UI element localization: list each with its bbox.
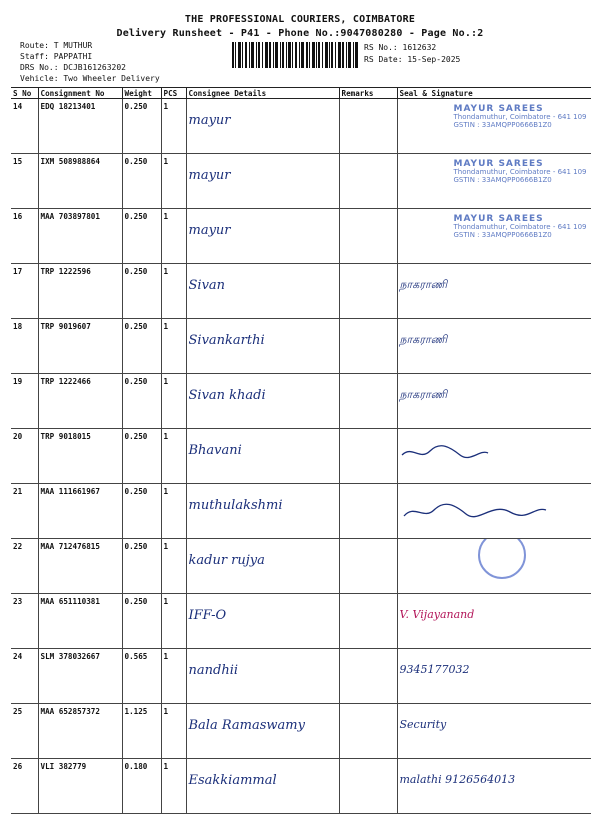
row-pcs: 1 [161, 539, 186, 594]
signature-icon [400, 498, 550, 522]
stamp-place: Thondamuthur, Coimbatore - 641 109 [453, 223, 587, 231]
row-seal [397, 154, 591, 209]
row-sno: 15 [11, 154, 38, 209]
row-consignment-no: TRP 9018015 [38, 429, 122, 484]
row-consignment-no: MAA 703897801 [38, 209, 122, 264]
row-seal [397, 429, 591, 484]
col-header-seal: Seal & Signature [397, 88, 591, 99]
row-consignment-no: MAA 712476815 [38, 539, 122, 594]
row-remarks [339, 264, 397, 319]
shop-stamp [453, 159, 587, 194]
row-remarks [339, 704, 397, 759]
row-remarks [339, 484, 397, 539]
stamp-shop-name: MAYUR SAREES [453, 104, 544, 114]
row-pcs: 1 [161, 209, 186, 264]
row-seal [397, 99, 591, 154]
stamp-gstin: GSTIN : 33AMQPP0666B1Z0 [453, 121, 552, 129]
row-weight: 0.180 [122, 759, 161, 814]
row-weight: 0.250 [122, 484, 161, 539]
row-consignee: Bala Ramaswamy [186, 704, 339, 759]
staff-label: Staff: PAPPATHI [20, 52, 93, 61]
col-header-pcs: PCS [161, 88, 186, 99]
stamp-gstin: GSTIN : 33AMQPP0666B1Z0 [453, 231, 552, 239]
row-consignment-no: IXM 508988864 [38, 154, 122, 209]
row-consignment-no: MAA 651110381 [38, 594, 122, 649]
row-sno: 16 [11, 209, 38, 264]
row-sno: 26 [11, 759, 38, 814]
col-header-weight: Weight [122, 88, 161, 99]
table-row [11, 429, 591, 484]
row-consignee: IFF-O [186, 594, 339, 649]
row-weight: 0.250 [122, 264, 161, 319]
row-pcs: 1 [161, 319, 186, 374]
row-pcs: 1 [161, 704, 186, 759]
row-weight: 1.125 [122, 704, 161, 759]
row-consignee: Sivan [186, 264, 339, 319]
row-remarks [339, 649, 397, 704]
row-consignee: mayur [186, 154, 339, 209]
table-row [11, 154, 591, 209]
row-seal: 9345177032 [397, 649, 591, 704]
row-weight: 0.250 [122, 429, 161, 484]
table-row [11, 539, 591, 594]
row-sno: 14 [11, 99, 38, 154]
table-row [11, 99, 591, 154]
table-row [11, 704, 591, 759]
row-consignee: mayur [186, 99, 339, 154]
row-consignee: mayur [186, 209, 339, 264]
row-sno: 25 [11, 704, 38, 759]
row-weight: 0.250 [122, 374, 161, 429]
row-seal [397, 209, 591, 264]
row-pcs: 1 [161, 594, 186, 649]
row-consignment-no: SLM 378032667 [38, 649, 122, 704]
row-consignment-no: TRP 9019607 [38, 319, 122, 374]
row-remarks [339, 594, 397, 649]
row-seal: Security [397, 704, 591, 759]
stamp-shop-name: MAYUR SAREES [453, 159, 544, 169]
row-consignee: Esakkiammal [186, 759, 339, 814]
row-consignee: Sivan khadi [186, 374, 339, 429]
col-header-remarks: Remarks [339, 88, 397, 99]
bank-seal-icon [478, 539, 526, 580]
rs-number: RS No.: 1612632 [364, 43, 437, 52]
row-remarks [339, 99, 397, 154]
row-weight: 0.250 [122, 209, 161, 264]
barcode-icon [232, 42, 358, 68]
row-sno: 21 [11, 484, 38, 539]
row-consignee: kadur rujya [186, 539, 339, 594]
stamp-gstin: GSTIN : 33AMQPP0666B1Z0 [453, 176, 552, 184]
row-remarks [339, 319, 397, 374]
row-consignment-no: MAA 652857372 [38, 704, 122, 759]
rs-date: RS Date: 15-Sep-2025 [364, 55, 461, 64]
row-remarks [339, 429, 397, 484]
row-consignment-no: TRP 1222596 [38, 264, 122, 319]
signature-icon [400, 443, 490, 463]
table-row [11, 649, 591, 704]
company-title: THE PROFESSIONAL COURIERS, COIMBATORE [184, 14, 416, 25]
shop-stamp [453, 104, 587, 139]
row-pcs: 1 [161, 484, 186, 539]
row-sno: 18 [11, 319, 38, 374]
row-pcs: 1 [161, 374, 186, 429]
table-row [11, 319, 591, 374]
table-header-row [11, 88, 591, 99]
row-seal: malathi 9126564013 [397, 759, 591, 814]
row-sno: 22 [11, 539, 38, 594]
row-consignment-no: TRP 1222466 [38, 374, 122, 429]
row-consignee: muthulakshmi [186, 484, 339, 539]
row-weight: 0.250 [122, 99, 161, 154]
row-remarks [339, 374, 397, 429]
col-header-sno: S No [11, 88, 38, 99]
row-consignee: Sivankarthi [186, 319, 339, 374]
row-sno: 20 [11, 429, 38, 484]
row-seal: V. Vijayanand [397, 594, 591, 649]
route-label: Route: T MUTHUR [20, 41, 93, 50]
row-sno: 19 [11, 374, 38, 429]
row-weight: 0.250 [122, 539, 161, 594]
row-seal: நாகராணி [397, 264, 591, 319]
row-seal [397, 484, 591, 539]
row-pcs: 1 [161, 759, 186, 814]
table-row [11, 264, 591, 319]
row-remarks [339, 209, 397, 264]
col-header-consignee: Consignee Details [186, 88, 339, 99]
row-seal [397, 539, 591, 594]
row-seal: நாகராணி [397, 374, 591, 429]
table-row [11, 209, 591, 264]
row-consignee: nandhii [186, 649, 339, 704]
row-consignment-no: VLI 382779 [38, 759, 122, 814]
row-pcs: 1 [161, 264, 186, 319]
row-pcs: 1 [161, 649, 186, 704]
stamp-place: Thondamuthur, Coimbatore - 641 109 [453, 113, 587, 121]
row-consignee: Bhavani [186, 429, 339, 484]
table-row [11, 759, 591, 814]
row-sno: 24 [11, 649, 38, 704]
shop-stamp [453, 214, 587, 249]
row-weight: 0.250 [122, 319, 161, 374]
table-row [11, 484, 591, 539]
runsheet-subtitle: Delivery Runsheet - P41 - Phone No.:9047080280 - Page No.:2 [116, 28, 484, 39]
table-row [11, 594, 591, 649]
row-sno: 17 [11, 264, 38, 319]
row-pcs: 1 [161, 99, 186, 154]
row-remarks [339, 539, 397, 594]
row-consignment-no: MAA 111661967 [38, 484, 122, 539]
row-remarks [339, 154, 397, 209]
table-row [11, 374, 591, 429]
stamp-place: Thondamuthur, Coimbatore - 641 109 [453, 168, 587, 176]
row-remarks [339, 759, 397, 814]
stamp-shop-name: MAYUR SAREES [453, 214, 544, 224]
row-weight: 0.250 [122, 594, 161, 649]
row-pcs: 1 [161, 154, 186, 209]
vehicle-label: Vehicle: Two Wheeler Delivery [20, 74, 160, 83]
row-pcs: 1 [161, 429, 186, 484]
col-header-consignment: Consignment No [38, 88, 122, 99]
row-weight: 0.250 [122, 154, 161, 209]
row-consignment-no: EDQ 18213401 [38, 99, 122, 154]
runsheet-table [11, 87, 591, 814]
drs-number: DRS No.: DCJB161263202 [20, 63, 126, 72]
row-sno: 23 [11, 594, 38, 649]
row-weight: 0.565 [122, 649, 161, 704]
row-seal: நாகராணி [397, 319, 591, 374]
